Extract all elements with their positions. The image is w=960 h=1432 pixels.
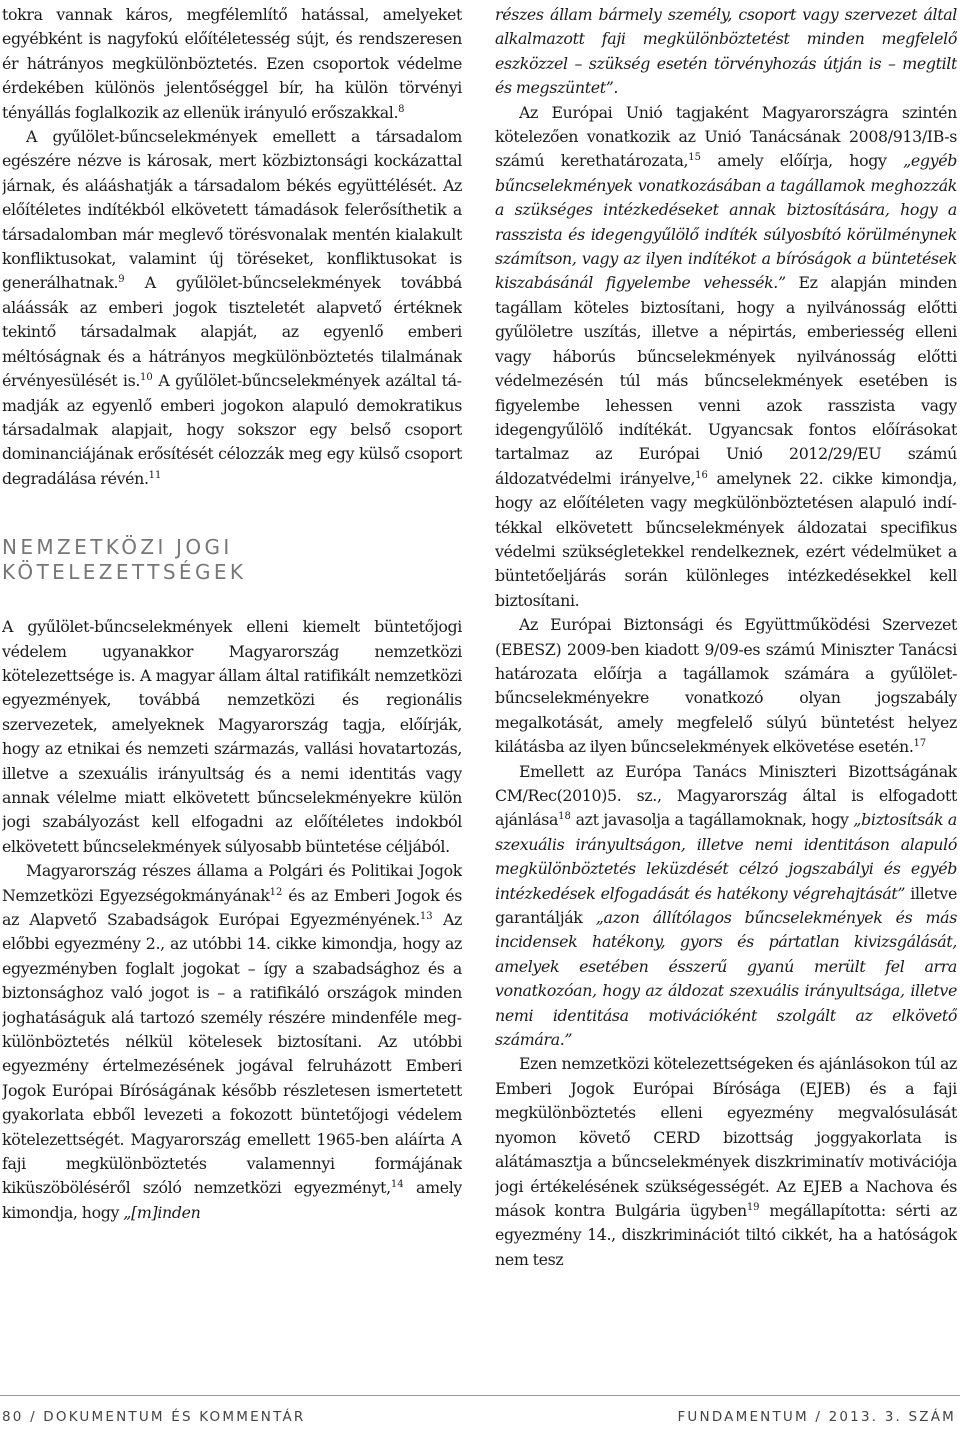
footnote-ref[interactable]: 13: [419, 911, 433, 922]
footnote-ref[interactable]: 18: [558, 811, 571, 823]
footnote-ref[interactable]: 14: [390, 1179, 404, 1191]
quote: „biztosítsák a szexuális irányultságon, illetve nemi identitáson alapuló megkülönböztetés leküzdését célzó jogszabályi és egyéb intézkedések elfogadását és hatékony végrehajtását”: [495, 810, 957, 903]
paragraph: [495, 3, 957, 101]
footer-section-label: 80 / DOKUMENTUM ÉS KOMMENTÁR: [2, 1409, 306, 1425]
quote: „[m]inden: [123, 1202, 201, 1222]
quote: „azon állítólagos bűncselekmények és más incidensek hatékony, gyors és pártatlan kivizsgálását, amelyek esetében ésszerű gyanú merült fel arra vonatkozóan, hogy az áldozat szexuális irányultsága, illetve nemi identitása motivációként szolgált az elkövető számára.”: [495, 908, 957, 1050]
footnote-ref[interactable]: 19: [746, 1201, 760, 1213]
footer-journal-issue: FUNDAMENTUM / 2013. 3. SZÁM: [677, 1409, 956, 1425]
left-column: [2, 3, 462, 1333]
right-column: [495, 3, 957, 1333]
paragraph: Ezen nemzetközi kötelezettségeken és ajánlásokon túl az Emberi Jogok Európai Bírósága (EJEB) és a faji megkülönböztetés elleni egyezmény megvalósulását nyomon követő CERD bizottság joggyakorlata is alátámasztja a bűncselekmények diszkriminatív motivációja jogi értékelésének szükségességét. Az EJEB a Nachova és mások kontra Bulgária ügyben$^{19}$ megállapította: sérti az egyezmény 14., diszkriminációt tiltó cikkét, ha a hatóságok nem tesz: [495, 1054, 957, 1269]
footnote-ref[interactable]: 16: [695, 469, 708, 481]
quote: részes állam bármely személy, csoport vagy szervezet által alkalmazott faji megkülönböztetést minden megfelelő eszközzel – szükség esetén törvényhozás útján is – megtilt és megszüntet”.: [495, 5, 957, 98]
quote: „egyéb bűncselekmények vonatkozásában a tagállamok meghozzák a szükséges intézkedéseket annak biztosítására, hogy a rasszista és idegengyűlölő indíték súlyosbító körülménynek számítson, vagy az ilyen indítékot a bíróságok a büntetések kiszabásánál figyelembe vehessék.”: [495, 151, 957, 293]
paragraph: A gyűlölet-bűncselekmények elleni kiemelt büntetőjogi védelem ugyanakkor Magyarország nemzetközi kötelezettsége is. A magyar állam által ratifikált nemzetközi egyezmények, továbbá nemzetközi és regionális szervezetek, amelyeknek Magyarország tagja, előírják, hogy az etnikai és nemzeti származás, vallási hovatartozás, illetve a szexuális irányultság és a nemi identitás vagy annak vélelme miatt elkövetett bűncselekményekre külön jogi szabályozást kell elfogadni az előítéletes indokból elkövetett bűncselekmények súlyosabb büntetése céljából.: [2, 617, 462, 856]
section-heading: NEMZETKÖZI JOGI KÖTELEZETTSÉGEK: [2, 535, 247, 585]
footnote-ref[interactable]: 15: [688, 152, 701, 164]
footnote-ref[interactable]: 17: [913, 738, 927, 750]
footnote-ref[interactable]: 12: [269, 886, 283, 898]
footnote-ref[interactable]: 9: [118, 274, 125, 286]
footer-divider: [0, 1395, 960, 1396]
footnote-ref[interactable]: 8: [398, 103, 405, 115]
footnote-ref[interactable]: 10: [140, 372, 153, 384]
footnote-ref[interactable]: 11: [148, 469, 162, 481]
paragraph: Magyarország részes állama a Polgári és Politikai Jogok Nemzetközi Egyezségokmányának$^{12}$ és az Emberi Jogok és az Alapvető Szabadságok Európai Egyezményének.$^{13}$ Az előbbi egyezmény 2., az utóbbi 14. cikke kimondja, hogy az egyezményben foglalt jogokat – így a szabadsághoz és a biztonsághoz való jogot is – a ratifikáló országok minden joghatáságuk alá tartozó személy részére mindenféle megkülönböztetés nélkül kötelesek biztosítani. Az utóbbi egyezmény értelmezésének jogával felruházott Emberi Jogok Európai Bíróságának később részletesen ismertetett gyakorlata ebből levezeti a fokozott büntetőjogi védelem kötelezettségét. Magyarország emellett 1965-ben aláírta A faji megkülönböztetés valamennyi formájának kiküszöböléséről szóló nemzetközi egyezményt,$^{14}$ amely kimondja, hogy „[m]inden: [2, 861, 462, 1222]
paragraph: A gyűlölet-bűncselekmények emellett a társadalom egészére nézve is károsak, mert közbiztonsági kockázattal járnak, és alááshatják a társadalom békés együttélését. Az előítéletes indítékból elkövetett támadások felerősíthetik a társadalomban már meglevő törésvonalak mentén kialakult konfliktusokat, valamint új töréseket, konfliktusokat is generálhatnak.$^9$ A gyűlölet-bűncselekmények továbbá aláássák az emberi jogok tiszteletét alapvető értéknek tekintő társadalmak alapját, az egyenlő emberi méltóságnak és a hátrányos megkülönböztetés tilalmának érvényesülését is.$^{10}$ A gyűlölet-bűncselekmények azáltal támadják az egyenlő emberi jogokon alapuló demokratikus társadalmak alapjait, hogy sokszor egy belső csoport dominanciájának erősítését célozzák meg egy külső csoport degradálása révén.$^{11}$: [2, 127, 462, 488]
paragraph: Emellett az Európa Tanács Miniszteri Bizottságának CM/Rec(2010)5. sz., Magyarország által is elfogadott ajánlása$^{18}$ azt javasolja a tagállamoknak, hogy „biztosítsák a szexuális irányultságon, illetve nemi identitáson alapuló megkülönböztetés leküzdését célzó jogszabályi és egyéb intézkedések elfogadását és hatékony végrehajtását” illetve garantálják „azon állítólagos bűncselekmények és más incidensek hatékony, gyors és pártatlan kivizsgálását, amelyek esetében ésszerű gyanú merült fel arra vonatkozóan, hogy az áldozat szexuális irányultsága, illetve nemi identitása motivációként szolgált az elkövető számára.”: [495, 761, 957, 1050]
paragraph: Az Európai Biztonsági és Együttműködési Szervezet (EBESZ) 2009-ben kiadott 9/09-es számú Miniszter Tanácsi határozata előírja a tagállamok számára a gyűlölet-bűncselekményekre vonatkozó olyan jogszabály megalkotását, amely megfelelő súlyú büntetést helyez kilátásba az ilyen bűncselekmények elkövetése esetén.$^{17}$: [495, 615, 957, 757]
paragraph: tokra vannak káros, megfélemlítő hatással, amelyeket egyébként is nagyfokú előítéletesség sújt, és rendszeresen ér hátrányos megkülönböztetés. Ezen csoportok védelme érdekében különös jelentőséggel bír, ha külön törvényi tényállás foglalkozik az ellenük irányuló erőszakkal.$^8$: [2, 5, 462, 122]
paragraph: Az Európai Unió tagjaként Magyarországra szintén kötelezően vonatkozik az Unió Tanácsának 2008/913/IB-s számú kerethatározata,$^{15}$ amely előírja, hogy „egyéb bűncselekmények vonatkozásában a tagállamok meghozzák a szükséges intézkedéseket annak biztosítására, hogy a rasszista és idegengyűlölő indíték súlyosbító körülménynek számítson, vagy az ilyen indítékot a bíróságok a büntetések kiszabásánál figyelembe vehessék.” Ez alapján minden tagállam köteles biztosítani, hogy a nyilvánosság előtti gyűlöletre uszítás, illetve a népirtás, emberiesség elleni vagy háborús bűncselekmények nyilvánosság előtti védelmezésén túl más bűncselekmények esetében is figyelembe lehessen venni azok rasszista vagy idegengyűlölő indítékát. Ugyancsak fontos előírásokat tartalmaz az Európai Unió 2012/29/EU számú áldozatvédelmi irányelve,$^{16}$ amelynek 22. cikke kimondja, hogy az előítéleten vagy megkülönböztetésen alapuló indítékkal elkövetett bűncselekmények áldozatai specifikus védelmi szükségletekkel rendelkeznek, ezért védelmüket a büntetőeljárás során különleges intézkedésekkel kell biztosítani.: [495, 102, 957, 610]
